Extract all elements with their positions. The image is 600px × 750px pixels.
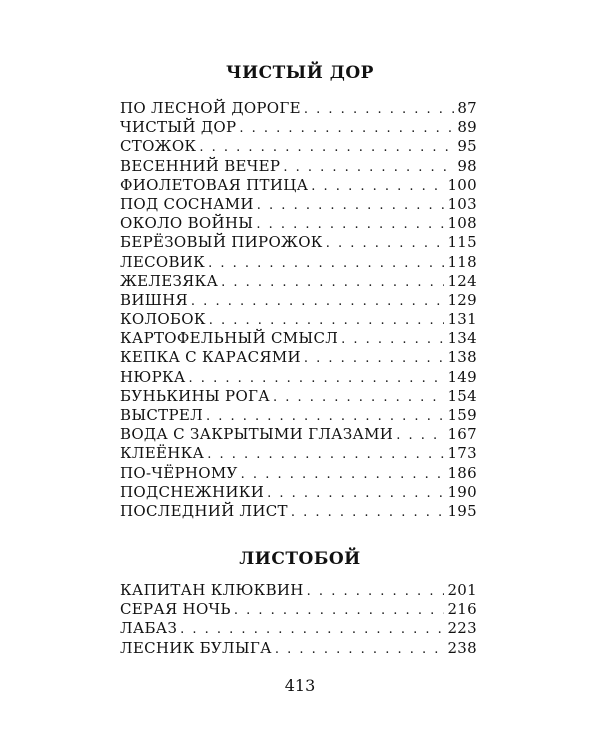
toc-entry-page: 95	[457, 137, 477, 156]
toc-dot-leader	[241, 465, 445, 484]
toc-entry-page: 159	[447, 406, 477, 424]
toc-entry-title: ПОДСНЕЖНИКИ	[120, 482, 265, 501]
toc-entry-title: ОКОЛО ВОЙНЫ	[120, 214, 254, 233]
toc-entry	[120, 581, 477, 600]
toc-dot-leader	[304, 349, 445, 368]
toc-entry	[120, 118, 477, 137]
toc-entry-title: КАПИТАН КЛЮКВИН	[120, 581, 304, 599]
toc-entry-page: 201	[447, 581, 477, 599]
toc-entry	[120, 600, 477, 619]
toc-dot-leader	[191, 292, 445, 311]
toc-entry-title: СТОЖОК	[120, 137, 197, 156]
toc-dot-leader	[307, 582, 445, 601]
toc-entry	[120, 483, 477, 502]
toc-entry	[120, 619, 477, 638]
toc-entry-title: ЖЕЛЕЗЯКА	[120, 271, 219, 290]
toc-entry-title: СЕРАЯ НОЧЬ	[120, 600, 231, 619]
toc-dot-leader	[257, 196, 445, 215]
toc-entry-page: 118	[447, 252, 477, 271]
toc-entry-title: ВЫСТРЕЛ	[120, 406, 203, 424]
toc-entry-page: 108	[447, 214, 477, 233]
toc-entry	[120, 195, 477, 214]
toc-dot-leader	[326, 234, 445, 253]
toc-entry-page: 100	[447, 175, 477, 194]
toc-entry	[120, 368, 477, 387]
page-number: 413	[284, 676, 316, 695]
toc-entry-page: 195	[447, 501, 477, 520]
toc-entry	[120, 348, 477, 367]
toc-entry	[120, 157, 477, 176]
section-title: ЧИСТЫЙ ДОР	[226, 63, 374, 83]
toc-entry-page: 167	[447, 425, 477, 444]
toc-entry-page: 131	[447, 310, 477, 329]
toc-dot-leader	[221, 273, 444, 292]
toc-entry-title: ВОДА С ЗАКРЫТЫМИ ГЛАЗАМИ	[120, 425, 394, 444]
toc-entry	[120, 176, 477, 195]
toc-list	[120, 99, 477, 521]
toc-entry-title: ВИШНЯ	[120, 290, 188, 309]
toc-dot-leader	[273, 388, 445, 407]
toc-entry-page: 173	[447, 444, 477, 463]
toc-dot-leader	[304, 100, 454, 119]
toc-entry-title: БЕРЁЗОВЫЙ ПИРОЖОК	[120, 233, 323, 252]
toc-entry	[120, 464, 477, 483]
toc-dot-leader	[180, 620, 444, 639]
toc-entry-page: 149	[447, 367, 477, 386]
toc-entry-page: 89	[457, 118, 477, 137]
toc-entry-title: КОЛОБОК	[120, 310, 206, 329]
toc-entry	[120, 329, 477, 348]
toc-entry-page: 238	[447, 638, 477, 657]
toc-dot-leader	[189, 369, 445, 388]
toc-entry-page: 129	[447, 290, 477, 309]
toc-entry	[120, 502, 477, 521]
toc-entry	[120, 233, 477, 252]
toc-entry-page: 186	[447, 463, 477, 482]
toc-dot-leader	[234, 601, 445, 620]
toc-dot-leader	[283, 158, 454, 177]
toc-dot-leader	[267, 484, 444, 503]
toc-entry-page: 154	[447, 386, 477, 405]
toc-entry-page: 124	[447, 271, 477, 290]
toc-entry-page: 134	[447, 329, 477, 348]
toc-entry-page: 138	[447, 348, 477, 367]
toc-entry-page: 103	[447, 194, 477, 213]
toc-entry-title: ФИОЛЕТОВАЯ ПТИЦА	[120, 175, 309, 194]
toc-dot-leader	[341, 330, 444, 349]
toc-dot-leader	[208, 254, 444, 273]
toc-dot-leader	[256, 215, 444, 234]
toc-entry-title: КЕПКА С КАРАСЯМИ	[120, 348, 301, 367]
toc-entry	[120, 272, 477, 291]
toc-entry-page: 87	[457, 99, 477, 117]
toc-entry-title: ЛАБАЗ	[120, 619, 178, 638]
toc-entry-page: 98	[457, 156, 477, 175]
toc-entry-page: 223	[447, 619, 477, 638]
toc-entry	[120, 425, 477, 444]
toc-entry	[120, 310, 477, 329]
toc-entry	[120, 406, 477, 425]
toc-dot-leader	[396, 426, 444, 445]
toc-entry-page: 190	[447, 482, 477, 501]
toc-entry-title: ПОД СОСНАМИ	[120, 194, 254, 213]
toc-entry	[120, 137, 477, 156]
toc-entry	[120, 253, 477, 272]
toc-list	[120, 581, 477, 658]
toc-entry	[120, 444, 477, 463]
toc-dot-leader	[206, 407, 445, 426]
toc-entry-title: ЧИСТЫЙ ДОР	[120, 118, 237, 137]
toc-dot-leader	[207, 445, 444, 464]
toc-entry-title: КЛЕЁНКА	[120, 444, 205, 463]
toc-entry-page: 115	[447, 233, 477, 252]
toc-entry	[120, 291, 477, 310]
toc-entry-title: ЛЕСОВИК	[120, 252, 206, 271]
toc-entry-title: ПОСЛЕДНИЙ ЛИСТ	[120, 501, 288, 520]
toc-entry	[120, 99, 477, 118]
toc-dot-leader	[199, 138, 454, 157]
toc-entry-title: ВЕСЕННИЙ ВЕЧЕР	[120, 156, 281, 175]
toc-dot-leader	[239, 119, 454, 138]
toc-dot-leader	[209, 311, 445, 330]
section-title: ЛИСТОБОЙ	[239, 549, 361, 569]
toc-entry-title: НЮРКА	[120, 367, 186, 386]
toc-dot-leader	[275, 640, 445, 659]
toc-entry	[120, 387, 477, 406]
toc-entry	[120, 639, 477, 658]
toc-entry-title: ПО ЛЕСНОЙ ДОРОГЕ	[120, 99, 301, 117]
toc-entry-title: БУНЬКИНЫ РОГА	[120, 386, 270, 405]
toc-entry	[120, 214, 477, 233]
toc-dot-leader	[291, 503, 445, 522]
toc-entry-title: ЛЕСНИК БУЛЫГА	[120, 638, 272, 657]
toc-dot-leader	[311, 177, 444, 196]
toc-entry-title: ПО-ЧЁРНОМУ	[120, 463, 238, 482]
toc-entry-title: КАРТОФЕЛЬНЫЙ СМЫСЛ	[120, 329, 339, 348]
toc-entry-page: 216	[447, 600, 477, 619]
